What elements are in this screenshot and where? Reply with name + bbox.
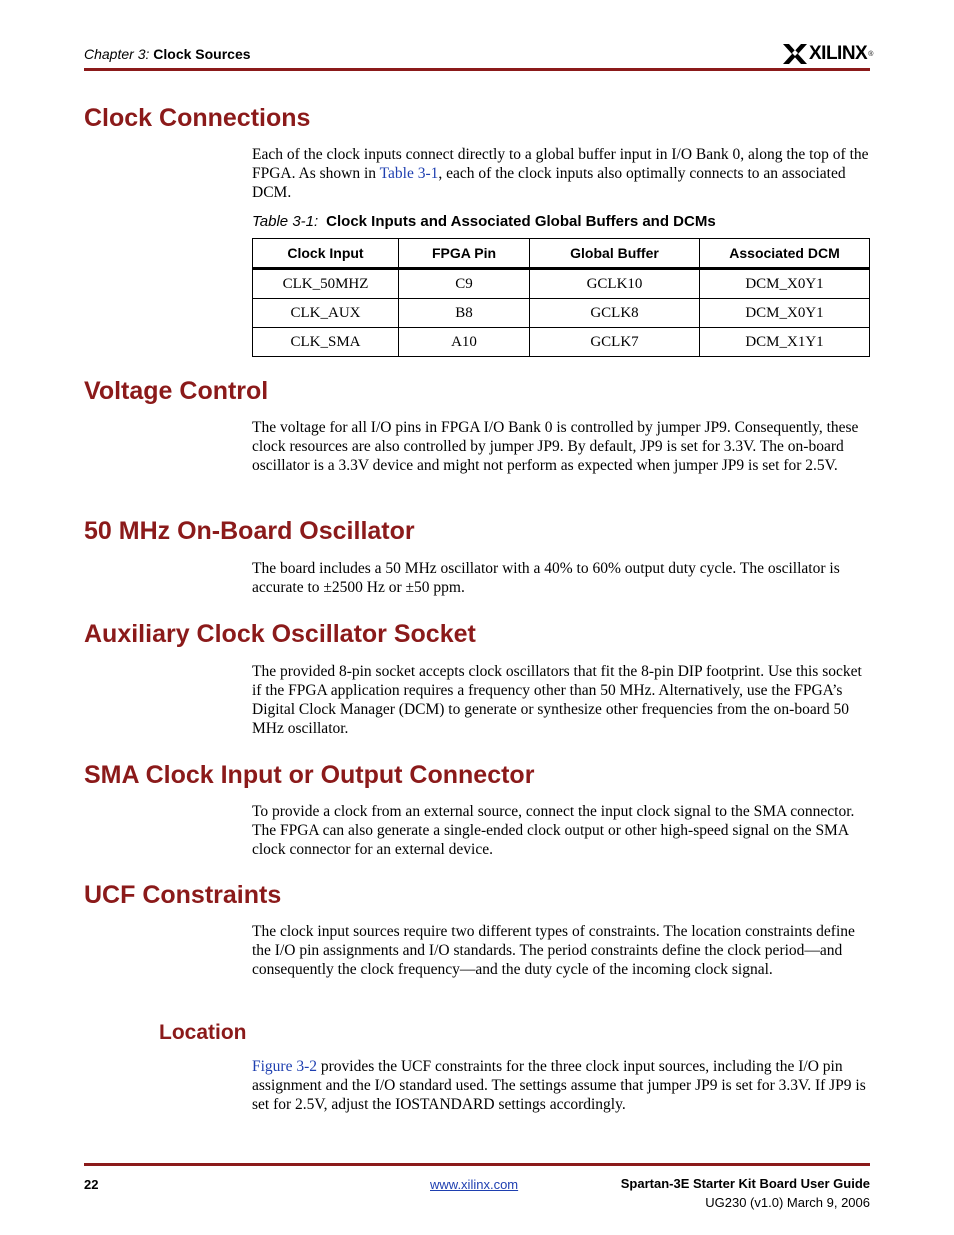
table-cell: CLK_SMA <box>253 328 399 357</box>
xilinx-logo-icon <box>782 41 808 67</box>
chapter-prefix: Chapter 3: <box>84 46 150 62</box>
table-cell: DCM_X0Y1 <box>700 269 870 299</box>
heading-ucf-constraints: UCF Constraints <box>84 881 282 909</box>
running-header <box>84 46 251 62</box>
heading-sma: SMA Clock Input or Output Connector <box>84 761 535 789</box>
header-rule <box>84 68 870 71</box>
para-aux-socket: The provided 8-pin socket accepts clock oscillators that fit the 8-pin DIP footprint. Use this socket if the FPGA application requires a frequency other than 50 MHz. Alternatively, use the FPGA’s Digital Clock Manager (DCM) to generate or synthesize other frequencies from the on-board 50 MHz oscillator. <box>252 663 862 737</box>
table-header-cell: Clock Input <box>253 239 399 269</box>
table-row <box>253 269 870 299</box>
para-text: , each of the clock inputs also optimally connects to an associated DCM. <box>252 165 846 201</box>
para-text: provides the UCF constraints for the three clock input sources, including the I/O pin assignment and the I/O standard used. The settings assume that jumper JP9 is set for 3.3V. If JP9 is set for 2.5V, adjust the IOSTANDARD settings accordingly. <box>252 1058 866 1113</box>
table-row <box>253 328 870 357</box>
para-voltage-control: The voltage for all I/O pins in FPGA I/O Bank 0 is controlled by jumper JP9. Consequently, these clock resources are also controlled by jumper JP9. By default, JP9 is set for 3.3V. The on-board oscillator is a 3.3V device and might not perform as expected when jumper JP9 is set for 2.5V. <box>252 419 859 474</box>
heading-location: Location <box>159 1021 247 1044</box>
para-ucf-constraints: The clock input sources require two different types of constraints. The location constraints define the I/O pin assignments and I/O standards. The period constraints define the clock period—and consequently the clock frequency—and the duty cycle of the incoming clock signal. <box>252 923 855 978</box>
table-row <box>253 299 870 328</box>
table-cell: GCLK7 <box>530 328 700 357</box>
heading-clock-connections: Clock Connections <box>84 104 311 132</box>
page-number: 22 <box>84 1177 99 1192</box>
table-cell: A10 <box>399 328 530 357</box>
table-cell: DCM_X1Y1 <box>700 328 870 357</box>
table-header-cell: Associated DCM <box>700 239 870 269</box>
figure-3-2-link[interactable]: Figure 3-2 <box>252 1058 318 1075</box>
table-header-cell: FPGA Pin <box>399 239 530 269</box>
table-header-cell: Global Buffer <box>530 239 700 269</box>
table-caption-label: Table 3-1: <box>252 213 319 230</box>
table-3-1-link[interactable]: Table 3-1 <box>379 165 439 182</box>
guide-title: Spartan-3E Starter Kit Board User Guide <box>620 1176 870 1191</box>
xilinx-logo <box>782 40 873 68</box>
table-cell: GCLK10 <box>530 269 700 299</box>
logo-registered-mark: ® <box>868 50 874 58</box>
para-sma: To provide a clock from an external source, connect the input clock signal to the SMA connector. The FPGA can also generate a single-ended clock output or other high-speed signal on the SMA clock connector for an external device. <box>252 803 855 858</box>
table-caption-title: Clock Inputs and Associated Global Buffers and DCMs <box>326 213 716 230</box>
heading-aux-socket: Auxiliary Clock Oscillator Socket <box>84 620 476 648</box>
para-oscillator: The board includes a 50 MHz oscillator with a 40% to 60% output duty cycle. The oscillator is accurate to ±2500 Hz or ±50 ppm. <box>252 560 840 596</box>
table-header-row <box>253 239 870 269</box>
chapter-title: Clock Sources <box>153 46 251 62</box>
doc-id: UG230 (v1.0) March 9, 2006 <box>705 1195 870 1210</box>
table-cell: DCM_X0Y1 <box>700 299 870 328</box>
table-caption <box>252 213 716 230</box>
heading-voltage-control: Voltage Control <box>84 377 269 405</box>
logo-text: XILINX <box>809 43 868 64</box>
table-cell: GCLK8 <box>530 299 700 328</box>
para-location <box>252 1057 870 1114</box>
table-cell: CLK_50MHZ <box>253 269 399 299</box>
table-cell: B8 <box>399 299 530 328</box>
para-text: Each of the clock inputs connect directly to a global buffer input in I/O Bank 0, along the top of the FPGA. As shown in <box>252 146 869 182</box>
heading-oscillator: 50 MHz On-Board Oscillator <box>84 517 415 545</box>
footer-rule <box>84 1163 870 1166</box>
table-cell: C9 <box>399 269 530 299</box>
footer-url-link[interactable]: www.xilinx.com <box>430 1177 519 1192</box>
clock-inputs-table <box>252 238 870 357</box>
para-clock-connections <box>252 145 870 202</box>
table-cell: CLK_AUX <box>253 299 399 328</box>
